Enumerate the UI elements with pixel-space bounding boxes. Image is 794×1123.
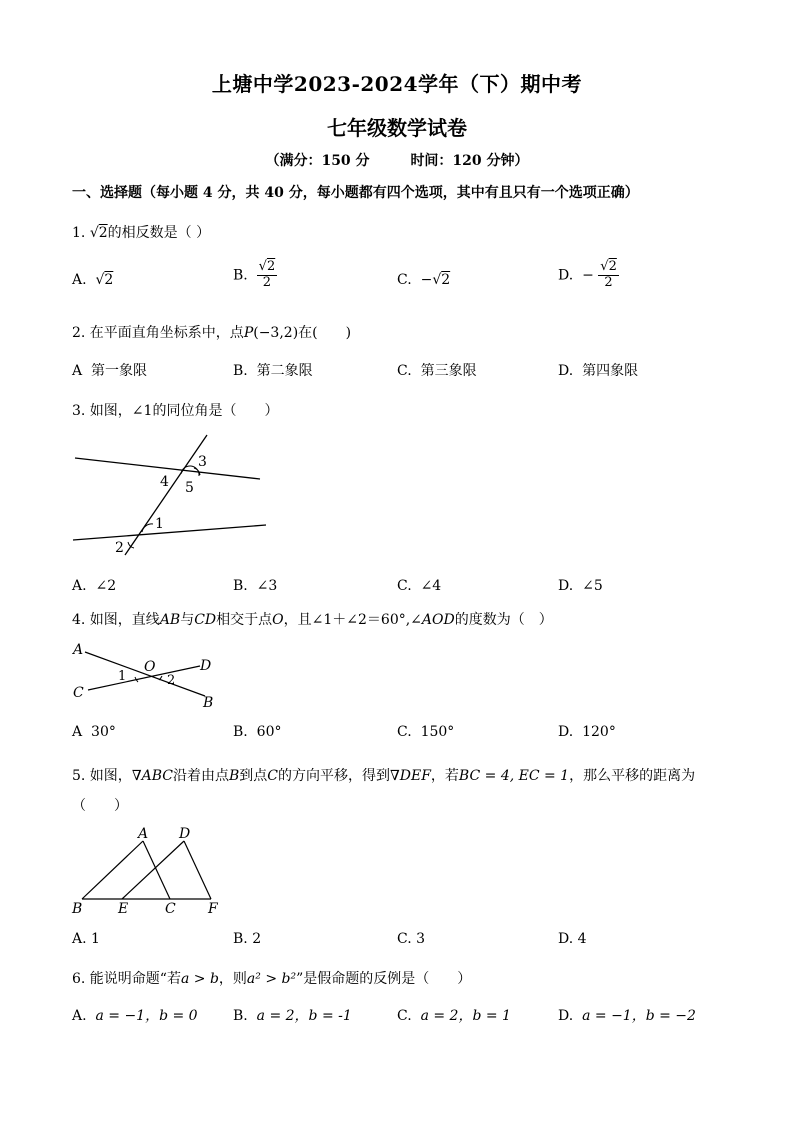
option-label: B. [233, 1008, 248, 1024]
q5-option-c[interactable] [397, 931, 425, 947]
option-label: D. [558, 724, 574, 740]
fig-label-b: B [72, 901, 83, 917]
option-text: a = 2，b = -1 [256, 1008, 352, 1024]
option-label: C. [397, 363, 412, 379]
question-text: 的方向平移，得到 [277, 768, 390, 784]
option-label: C. [397, 931, 412, 947]
option-label: D. [558, 267, 574, 284]
point-name: P [243, 325, 254, 341]
option-text: ∠4 [420, 578, 442, 594]
q1-option-c[interactable]: C. −√2 [397, 272, 451, 288]
q4-option-a[interactable] [72, 724, 116, 740]
option-label: C. [397, 578, 412, 594]
fig-label-1: 1 [155, 516, 164, 532]
fig-label-c: C [73, 685, 84, 701]
question-number: 1. [72, 225, 86, 241]
option-text: a = −1，b = 0 [95, 1008, 198, 1024]
q4-option-c[interactable] [397, 724, 454, 740]
option-text: 4 [577, 931, 587, 947]
option-text: 第二象限 [256, 363, 313, 379]
option-text: 150° [420, 724, 455, 740]
line-cd: CD [194, 612, 217, 628]
q5-option-d[interactable] [558, 931, 587, 947]
option-value: 2 [441, 272, 451, 288]
point-b: B [228, 768, 240, 784]
q5-option-a[interactable] [72, 931, 100, 947]
point-o: O [272, 612, 284, 628]
q1-option-d[interactable] [558, 260, 619, 291]
triangle-abc: ∇ABC [131, 768, 173, 784]
fraction: $\frac{√2}{2}$ [258, 259, 276, 290]
fig-label-e: E [118, 901, 129, 917]
q4-figure [70, 640, 230, 710]
minus-sign: − [582, 267, 594, 284]
triangle-def: ∇DEF [389, 768, 431, 784]
exam-title: 上塘中学2023-2024学年（下）期中考 [211, 72, 583, 96]
question-text: ，则 [218, 971, 247, 987]
option-text: 30° [91, 724, 116, 740]
angle-aod: AOD [421, 612, 455, 628]
question-text: 到点 [239, 768, 268, 784]
q4-option-b[interactable] [233, 724, 281, 740]
question-4 [72, 609, 553, 629]
fig-label-b: B [203, 695, 214, 711]
question-text: 沿着由点 [172, 768, 229, 784]
fig-label-4: 4 [160, 474, 169, 490]
question-text: 4. 如图，直线 [72, 612, 160, 628]
question-text: 的度数为（ ） [454, 612, 553, 628]
option-label: B. [233, 578, 248, 594]
section-heading: 一、选择题（每小题 4 分，共 40 分，每小题都有四个选项，其中有且只有一个选项正确） [72, 185, 639, 201]
q6-option-a[interactable] [72, 1005, 198, 1025]
full-score: （满分：150 分 [265, 153, 370, 169]
option-text: 第一象限 [91, 363, 148, 379]
q3-figure [70, 430, 270, 560]
point-c: C [267, 768, 278, 784]
sqrt-symbol: √2 [89, 225, 108, 241]
option-text: 第三象限 [420, 363, 477, 379]
fraction: $\frac{√2}{2}$ [600, 259, 617, 290]
option-label: B. [233, 931, 248, 947]
option-label: A. [72, 1008, 87, 1024]
fig-label-2: 2 [115, 540, 124, 556]
question-text: 2. 在平面直角坐标系中，点 [72, 325, 244, 341]
q3-option-d[interactable] [558, 578, 603, 594]
question-5-paren: （ ） [72, 798, 128, 814]
option-text: ∠3 [256, 578, 278, 594]
q1-option-a[interactable]: A. √2 [72, 272, 114, 288]
point-coords: (−3,2) [253, 325, 299, 341]
question-text: ，若 [430, 768, 459, 784]
score-time-line [0, 150, 794, 170]
fig-label-f: F [208, 901, 218, 917]
fig-label-c: C [165, 901, 176, 917]
q2-option-b[interactable] [233, 360, 313, 380]
denominator: 2 [604, 274, 613, 290]
condition: BC = 4, EC = 1 [458, 768, 570, 784]
q4-option-d[interactable] [558, 724, 616, 740]
option-value: 2 [104, 272, 114, 288]
question-text: 与 [180, 612, 195, 628]
option-text: ∠5 [582, 578, 603, 594]
option-label: C. [397, 272, 412, 288]
time-limit: 时间：120 分钟） [410, 153, 529, 169]
option-label: A [72, 724, 83, 740]
option-label: B. [233, 724, 248, 740]
option-text: 2 [252, 931, 262, 947]
fig-label-3: 3 [198, 454, 207, 470]
question-text: ，那么平移的距离为 [569, 768, 696, 784]
option-label: A. [72, 578, 87, 594]
question-text: 5. 如图， [72, 768, 132, 784]
q3-option-c[interactable] [397, 578, 441, 594]
question-tail: 在( ) [298, 325, 352, 341]
fig-label-2: 2 [167, 673, 176, 688]
fig-label-a: A [138, 826, 149, 842]
option-label: B. [233, 363, 248, 379]
q3-option-b[interactable] [233, 578, 277, 594]
numerator: 2 [266, 259, 276, 274]
option-label: D. [558, 931, 574, 947]
fig-label-d: D [200, 658, 212, 674]
q1-option-b[interactable] [233, 260, 277, 291]
option-text: a = 2，b = 1 [420, 1008, 511, 1024]
question-text: 的相反数是（ ） [107, 225, 211, 241]
option-text: 第四象限 [582, 363, 639, 379]
option-label: B. [233, 267, 248, 284]
q3-option-a[interactable] [72, 578, 116, 594]
radicand: 2 [98, 225, 108, 241]
exam-subtitle: 七年级数学试卷 [327, 116, 467, 140]
fig-label-d: D [179, 826, 191, 842]
q6-option-d[interactable] [558, 1005, 696, 1025]
question-2 [72, 322, 351, 342]
numerator: 2 [608, 259, 617, 274]
line-ab: AB [159, 612, 181, 628]
denominator: 2 [262, 274, 272, 290]
option-label: A. [72, 272, 87, 288]
q5-option-b[interactable] [233, 931, 261, 947]
q6-option-b[interactable] [233, 1005, 352, 1025]
q2-option-c[interactable] [397, 360, 477, 380]
q2-option-a[interactable] [72, 360, 147, 380]
question-text: ”是假命题的反例是（ ） [296, 971, 472, 987]
fig-label-5: 5 [185, 480, 194, 496]
option-label: A. [72, 931, 87, 947]
question-3: 3. 如图，∠1的同位角是（ ） [72, 403, 279, 419]
minus-sign: − [420, 272, 433, 288]
question-5 [72, 765, 695, 785]
option-text: 1 [91, 931, 100, 947]
option-text: 3 [416, 931, 426, 947]
option-label: D. [558, 1008, 574, 1024]
fig-label-a: A [73, 642, 84, 658]
option-text: ∠2 [95, 578, 117, 594]
option-label: A [72, 363, 83, 379]
question-text: 相交于点 [216, 612, 273, 628]
option-text: 120° [582, 724, 616, 740]
fig-label-o: O [144, 659, 156, 675]
option-label: C. [397, 724, 412, 740]
fig-label-1: 1 [118, 669, 127, 684]
question-text: 6. 能说明命题“若 [72, 971, 181, 987]
option-text: 60° [256, 724, 282, 740]
option-text: a = −1，b = −2 [582, 1008, 696, 1024]
option-label: D. [558, 578, 574, 594]
option-label: C. [397, 1008, 412, 1024]
question-6 [72, 968, 471, 988]
condition-1: a > b [180, 971, 219, 987]
condition-2: a² > b² [246, 971, 297, 987]
option-label: D. [558, 363, 574, 379]
question-text: ，且∠1＋∠2＝60°,∠ [283, 612, 422, 628]
q2-option-d[interactable] [558, 360, 638, 380]
q5-figure [70, 825, 230, 920]
q6-option-c[interactable] [397, 1005, 511, 1025]
question-1 [72, 222, 210, 242]
